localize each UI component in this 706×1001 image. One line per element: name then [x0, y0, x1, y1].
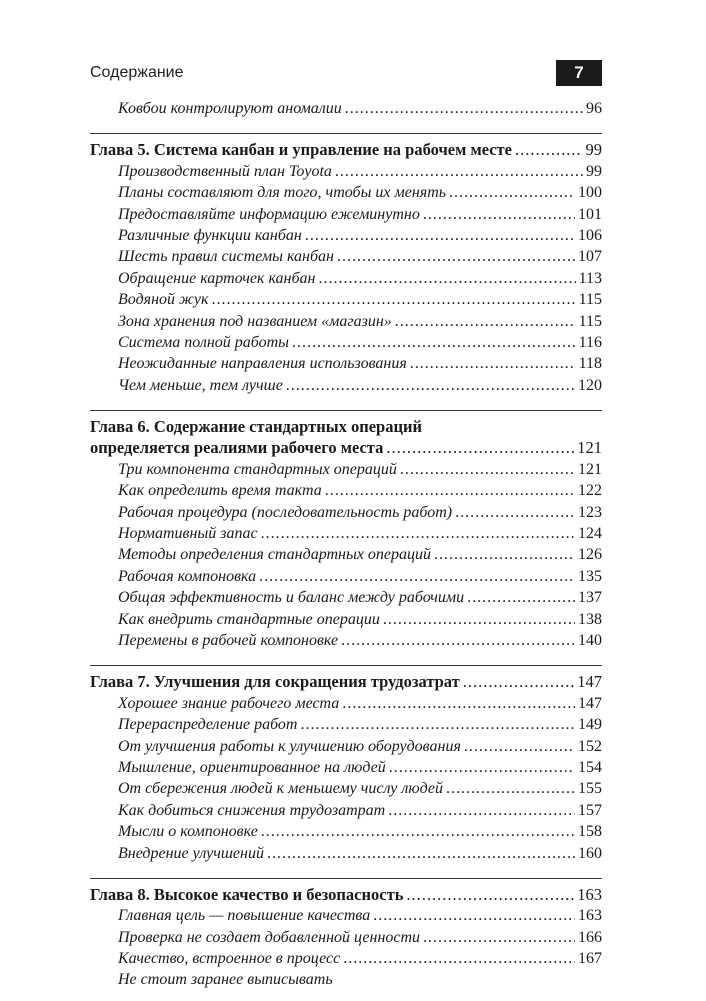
- chapter-7-heading[interactable]: [90, 671, 602, 692]
- chapter-divider: [90, 133, 602, 134]
- toc-entry-label: Рабочая процедура (последовательность работ): [118, 503, 453, 521]
- chapter-5-sections: [90, 161, 602, 396]
- toc-entry-label: Зона хранения под названием «магазин»: [118, 312, 392, 330]
- dot-leader: [386, 437, 574, 458]
- spacer: [90, 396, 602, 410]
- toc-entry-page: 101: [578, 205, 602, 223]
- toc-entry-page: 100: [578, 184, 602, 202]
- chapter-page: 163: [577, 884, 602, 904]
- toc-entry[interactable]: [90, 757, 602, 778]
- toc-entry[interactable]: [90, 182, 602, 203]
- dot-leader: [373, 905, 575, 926]
- toc-entry[interactable]: [90, 969, 602, 990]
- toc-entry[interactable]: [90, 948, 602, 969]
- dot-leader: [446, 778, 575, 799]
- chapter-8-sections: [90, 905, 602, 991]
- toc-entry-label: Хорошее знание рабочего места: [118, 694, 340, 712]
- toc-entry-page: 122: [578, 482, 602, 500]
- toc-entry-label: Различные функции канбан: [118, 226, 302, 244]
- toc-entry[interactable]: [90, 609, 602, 630]
- toc-entry-label: Неожиданные направления использования: [118, 355, 407, 373]
- toc-entry[interactable]: [90, 98, 602, 119]
- toc-entry-label: От сбережения людей к меньшему числу людей: [118, 780, 444, 798]
- toc-entry-label: Как определить время такта: [118, 482, 322, 500]
- toc-entry-page: 166: [578, 928, 602, 946]
- dot-leader: [406, 884, 574, 905]
- toc-entry-label: Рабочая компоновка: [118, 567, 257, 585]
- dot-leader: [286, 375, 575, 396]
- toc-entry-page: 155: [578, 780, 602, 798]
- chapter-divider: [90, 410, 602, 411]
- toc-entry-label: Как добиться снижения трудозатрат: [118, 801, 386, 819]
- dot-leader: [343, 948, 575, 969]
- toc-entry[interactable]: [90, 375, 602, 396]
- toc-entry[interactable]: [90, 736, 602, 757]
- chapter-page: 99: [585, 140, 602, 160]
- toc-entry-label: Нормативный запас: [118, 525, 258, 543]
- page-header: [90, 60, 602, 88]
- toc-entry-page: 157: [578, 801, 602, 819]
- toc-entry-label: Перемены в рабочей компоновке: [118, 631, 339, 649]
- dot-leader: [261, 523, 575, 544]
- dot-leader: [423, 204, 575, 225]
- chapter-divider: [90, 878, 602, 879]
- toc-entry-page: 123: [578, 503, 602, 521]
- toc-entry-label: Методы определения стандартных операций: [118, 546, 432, 564]
- dot-leader: [342, 693, 575, 714]
- dot-leader: [259, 566, 575, 587]
- toc-entry-page: 99: [586, 162, 602, 180]
- toc-entry-page: 116: [578, 333, 602, 351]
- chapter-title: Глава 7. Улучшения для сокращения трудозатрат: [90, 672, 460, 692]
- toc-entry[interactable]: [90, 587, 602, 608]
- toc-entry-label: Три компонента стандартных операций: [118, 460, 397, 478]
- dot-leader: [455, 502, 575, 523]
- toc-entry-page: 96: [586, 100, 602, 117]
- dot-leader: [335, 161, 583, 182]
- dot-leader: [261, 821, 575, 842]
- dot-leader: [395, 311, 576, 332]
- toc-entry[interactable]: [90, 161, 602, 182]
- toc-entry-label: Внедрение улучшений: [118, 844, 264, 862]
- toc-entry[interactable]: [90, 225, 602, 246]
- dot-leader: [300, 714, 575, 735]
- dot-leader: [423, 927, 575, 948]
- toc-entry-label: Ковбои контролируют аномалии: [118, 100, 342, 117]
- dot-leader: [305, 225, 575, 246]
- toc-entry-label: Система полной работы: [118, 333, 289, 351]
- toc-entry[interactable]: [90, 246, 602, 267]
- chapter-8-heading[interactable]: [90, 884, 602, 905]
- toc-entry[interactable]: [90, 353, 602, 374]
- dot-leader: [292, 332, 576, 353]
- toc-entry[interactable]: [90, 927, 602, 948]
- toc-entry[interactable]: [90, 693, 602, 714]
- toc-entry-label: Перераспределение работ: [118, 716, 298, 734]
- toc-entry-label: Не стоит заранее выписывать: [118, 971, 333, 989]
- toc-entry[interactable]: [90, 544, 602, 565]
- toc-entry-page: 140: [578, 631, 602, 649]
- toc-entry[interactable]: [90, 566, 602, 587]
- dot-leader: [449, 182, 575, 203]
- dot-leader: [389, 757, 575, 778]
- toc-entry-page: 152: [578, 737, 602, 755]
- toc-entry-label: Мысли о компоновке: [118, 823, 258, 841]
- toc-entry-label: Предоставляйте информацию ежеминутно: [118, 205, 420, 223]
- dot-leader: [400, 459, 575, 480]
- toc-entry-label: Качество, встроенное в процесс: [118, 950, 341, 968]
- toc-entry[interactable]: [90, 204, 602, 225]
- toc-entry-page: 120: [578, 376, 602, 394]
- dot-leader: [467, 587, 575, 608]
- toc-entry[interactable]: [90, 289, 602, 310]
- dot-leader: [212, 289, 576, 310]
- toc-entry-label: Обращение карточек канбан: [118, 269, 316, 287]
- dot-leader: [267, 843, 575, 864]
- toc-entry[interactable]: [90, 778, 602, 799]
- chapter-title: определяется реалиями рабочего места: [90, 438, 384, 458]
- chapter-5-heading[interactable]: [90, 139, 602, 160]
- toc-entry[interactable]: [90, 714, 602, 735]
- toc-entry-page: 118: [578, 355, 602, 373]
- toc-entry-page: 167: [578, 950, 602, 968]
- dot-leader: [434, 544, 575, 565]
- toc-entry-page: 158: [578, 823, 602, 841]
- toc-entry-page: 163: [578, 907, 602, 925]
- dot-leader: [345, 98, 583, 119]
- toc-entry-label: От улучшения работы к улучшению оборудования: [118, 737, 461, 755]
- spacer: [90, 119, 602, 133]
- toc-entry-label: Чем меньше, тем лучше: [118, 376, 283, 394]
- toc-entry-page: 106: [578, 226, 602, 244]
- toc-entry[interactable]: [90, 905, 602, 926]
- toc-entry-page: 135: [578, 567, 602, 585]
- toc-entry-page: 154: [578, 758, 602, 776]
- dot-leader: [410, 353, 576, 374]
- dot-leader: [463, 671, 575, 692]
- table-of-contents: [90, 98, 602, 991]
- toc-entry-page: 137: [578, 589, 602, 607]
- toc-entry[interactable]: [90, 502, 602, 523]
- toc-entry-label: Проверка не создает добавленной ценности: [118, 928, 421, 946]
- toc-entry-label: Планы составляют для того, чтобы их менять: [118, 184, 447, 202]
- toc-entry-page: 160: [578, 844, 602, 862]
- toc-entry-page: 115: [578, 312, 602, 330]
- dot-leader: [464, 736, 575, 757]
- dot-leader: [337, 246, 575, 267]
- toc-entry[interactable]: [90, 332, 602, 353]
- toc-entry-label: Шесть правил системы канбан: [118, 248, 334, 266]
- toc-entry-page: 138: [578, 610, 602, 628]
- toc-entry[interactable]: [90, 523, 602, 544]
- toc-entry-page: 124: [578, 525, 602, 543]
- chapter-6-heading[interactable]: [90, 437, 602, 458]
- page-number-badge: 7: [556, 60, 602, 86]
- spacer: [90, 651, 602, 665]
- toc-entry-label: Общая эффективность и баланс между рабочими: [118, 589, 465, 607]
- toc-entry[interactable]: [90, 843, 602, 864]
- spacer: [90, 864, 602, 878]
- dot-leader: [318, 268, 575, 289]
- toc-entry[interactable]: [90, 459, 602, 480]
- toc-entry-label: Производственный план Toyota: [118, 162, 332, 180]
- dot-leader: [341, 630, 575, 651]
- toc-entry[interactable]: [90, 311, 602, 332]
- chapter-6-heading-line1[interactable]: Глава 6. Содержание стандартных операций: [90, 417, 422, 437]
- running-title: Содержание: [90, 64, 184, 81]
- chapter-7-sections: [90, 693, 602, 864]
- toc-entry-page: 115: [578, 291, 602, 309]
- toc-entry-page: 121: [578, 460, 602, 478]
- chapter-title: Глава 5. Система канбан и управление на рабочем месте: [90, 140, 512, 160]
- chapter-6-sections: [90, 459, 602, 652]
- toc-entry[interactable]: [90, 630, 602, 651]
- toc-entry-label: Водяной жук: [118, 291, 209, 309]
- toc-entry[interactable]: [90, 800, 602, 821]
- toc-entry-label: Главная цель — повышение качества: [118, 907, 371, 925]
- toc-entry-page: 149: [578, 716, 602, 734]
- toc-entry-page: 107: [578, 248, 602, 266]
- dot-leader: [325, 480, 575, 501]
- dot-leader: [383, 609, 575, 630]
- chapter-page: 147: [577, 672, 602, 692]
- toc-entry[interactable]: [90, 480, 602, 501]
- toc-entry-page: 147: [578, 694, 602, 712]
- toc-entry-page: 126: [578, 546, 602, 564]
- chapter-title: Глава 8. Высокое качество и безопасность: [90, 884, 404, 904]
- chapter-page: 121: [577, 438, 602, 458]
- dot-leader: [388, 800, 575, 821]
- toc-entry-label: Как внедрить стандартные операции: [118, 610, 380, 628]
- chapter-divider: [90, 665, 602, 666]
- toc-entry[interactable]: [90, 268, 602, 289]
- dot-leader: [515, 139, 583, 160]
- toc-entry-page: 113: [578, 269, 602, 287]
- toc-entry-label: Мышление, ориентированное на людей: [118, 758, 386, 776]
- toc-entry[interactable]: [90, 821, 602, 842]
